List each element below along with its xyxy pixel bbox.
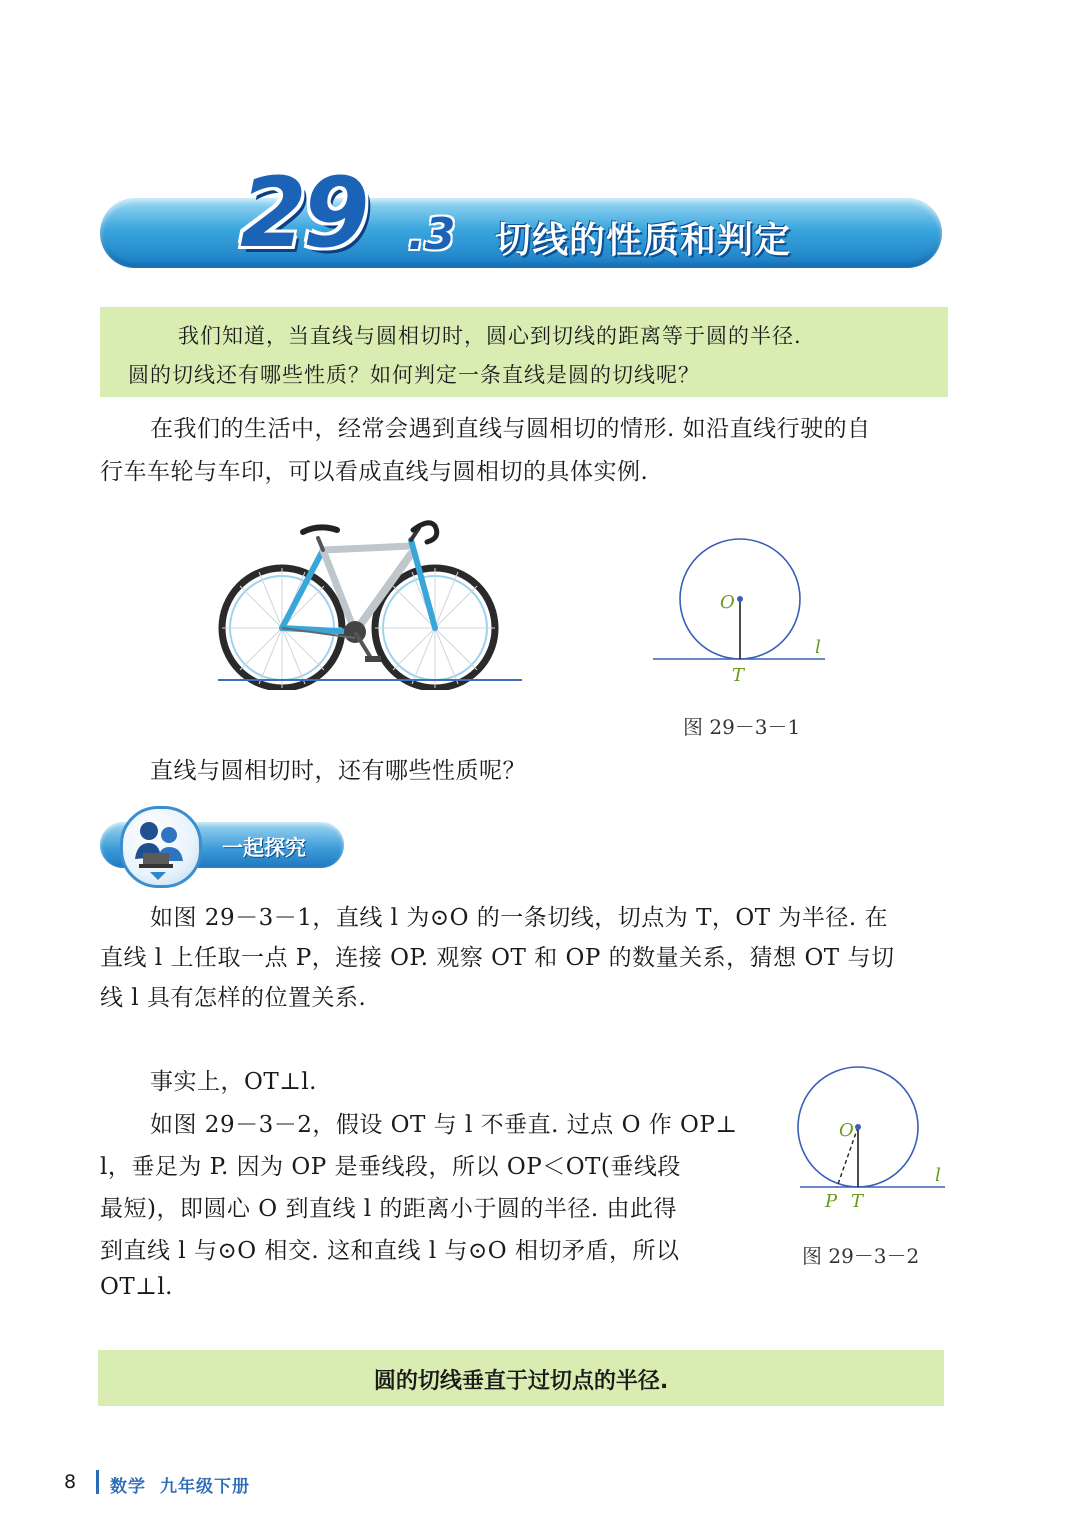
figure1-caption: 图 29－3－1 [683, 715, 801, 739]
bicycle-ground-line [218, 679, 522, 681]
question-line: 直线与圆相切时，还有哪些性质呢？ [150, 758, 526, 784]
figure1-line-label: l [815, 637, 821, 658]
page-number: 8 [64, 1471, 77, 1493]
figure1-center-point [737, 596, 743, 602]
footer-book-info [110, 1472, 264, 1497]
figure2-caption: 图 29－3－2 [802, 1244, 920, 1268]
figure-29-3-2 [795, 1065, 955, 1215]
paragraph-1-line-1: 在我们的生活中，经常会遇到直线与圆相切的情形. 如沿直线行驶的自 [150, 416, 871, 442]
proof-line-6: OT⊥l. [100, 1274, 173, 1300]
theorem-box [98, 1350, 944, 1406]
footer-subject: 数学 [110, 1477, 146, 1497]
proof-line-2: 如图 29－3－2，假设 OT 与 l 不垂直. 过点 O 作 OP⊥ [150, 1112, 738, 1138]
proof-line-1: 事实上，OT⊥l. [150, 1069, 317, 1095]
section-sub-number: .3 [408, 209, 456, 260]
proof-line-4: 最短)，即圆心 O 到直线 l 的距离小于圆的半径. 由此得 [100, 1196, 678, 1222]
figure1-tangent-point-label: T [732, 665, 745, 685]
figure2-tangent-point-label: T [851, 1191, 864, 1212]
figure-29-3-1 [650, 535, 830, 685]
section-number: 29 [240, 157, 366, 269]
explore-line-1: 如图 29－3－1，直线 l 为⊙O 的一条切线，切点为 T，OT 为半径. 在 [150, 905, 889, 931]
intro-box [100, 307, 948, 397]
theorem-text: 圆的切线垂直于过切点的半径. [373, 1369, 669, 1394]
chevron-down-icon [150, 872, 166, 880]
footer-divider [96, 1470, 99, 1494]
figure2-center-point [855, 1124, 861, 1130]
intro-line-2: 圆的切线还有哪些性质？如何判定一条直线是圆的切线呢？ [128, 363, 700, 387]
intro-line-1: 我们知道，当直线与圆相切时，圆心到切线的距离等于圆的半径. [178, 324, 802, 348]
proof-line-5: 到直线 l 与⊙O 相交. 这和直线 l 与⊙O 相切矛盾，所以 [100, 1238, 680, 1264]
figure2-line-label: l [935, 1165, 941, 1186]
section-title: 切线的性质和判定 [495, 220, 792, 261]
figure2-foot-label: P [825, 1191, 838, 1212]
figure1-center-label: O [720, 592, 735, 613]
figure2-center-label: O [839, 1120, 854, 1141]
explore-line-3: 线 l 具有怎样的位置关系. [100, 985, 367, 1011]
people-laptop-icon [123, 809, 193, 879]
bicycle-frame [282, 523, 437, 632]
paragraph-1-line-2: 行车车轮与车印，可以看成直线与圆相切的具体实例. [100, 459, 649, 485]
proof-line-3: l，垂足为 P. 因为 OP 是垂线段，所以 OP＜OT(垂线段 [100, 1154, 681, 1180]
bicycle-illustration [215, 510, 525, 690]
explore-line-2: 直线 l 上任取一点 P，连接 OP. 观察 OT 和 OP 的数量关系，猜想 OT 与切 [100, 945, 895, 971]
footer-grade: 九年级下册 [160, 1477, 250, 1497]
explore-label: 一起探究 [222, 836, 306, 860]
